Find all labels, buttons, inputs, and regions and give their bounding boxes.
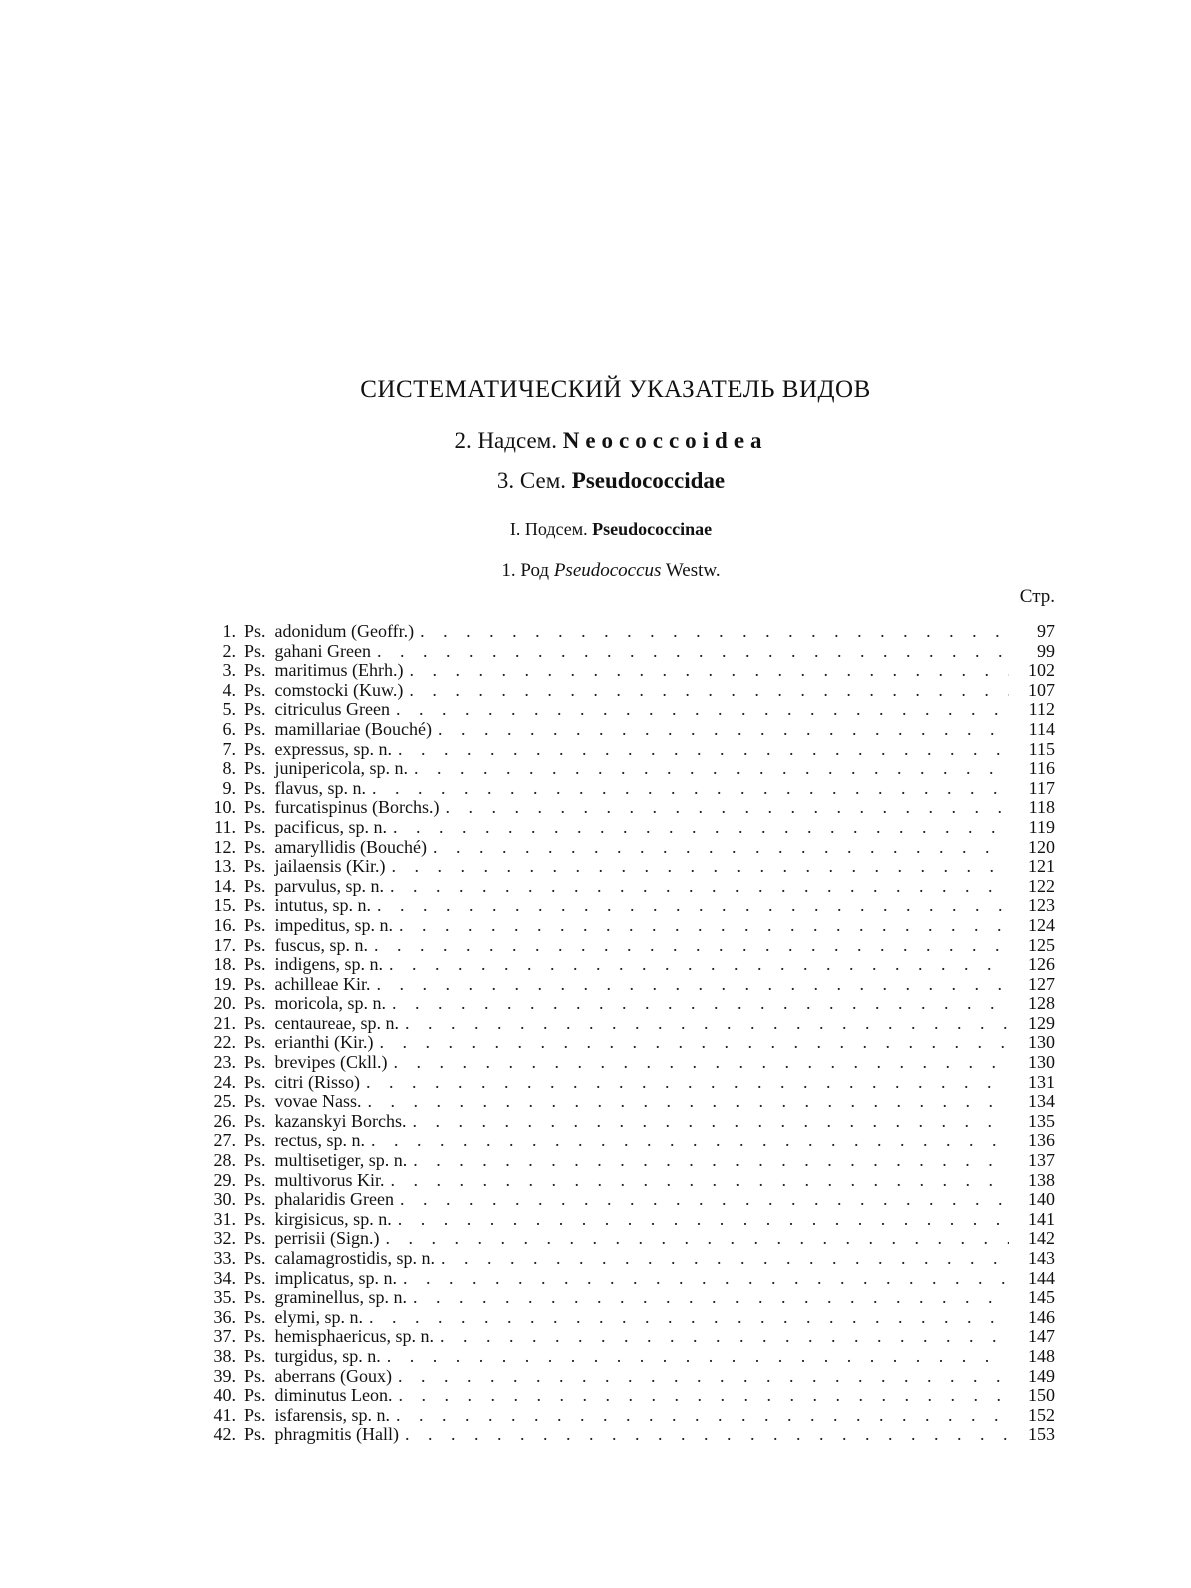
entry-genus: Ps.: [244, 1012, 266, 1033]
entry-page: 152: [1028, 1404, 1055, 1425]
entry-species: citriculus Green: [274, 699, 390, 720]
index-entry: [198, 1210, 1055, 1230]
index-entry: [198, 1386, 1055, 1406]
entry-genus: Ps.: [244, 1287, 266, 1308]
dot-leader: [391, 1171, 1009, 1191]
entry-number: 42.: [213, 1424, 236, 1445]
entry-species: pacificus, sp. n.: [274, 816, 387, 837]
dot-leader: [387, 1347, 1009, 1367]
dot-leader: [410, 661, 1010, 681]
entry-number: 17.: [213, 934, 236, 955]
genus-name: Pseudococcus: [553, 560, 662, 581]
entry-number: 19.: [213, 973, 236, 994]
entry-genus: Ps.: [244, 1208, 266, 1229]
entry-species: achilleae Kir.: [274, 973, 371, 994]
entry-page: 136: [1028, 1130, 1055, 1151]
entry-number: 33.: [213, 1248, 236, 1268]
index-entry: [198, 1112, 1055, 1132]
entry-genus: Ps.: [244, 1385, 266, 1406]
entry-species: gahani Green: [274, 640, 371, 661]
index-entry: [198, 720, 1055, 740]
genus-author: Westw.: [665, 560, 721, 581]
entry-species: indigens, sp. n.: [274, 954, 384, 975]
entry-genus: Ps.: [244, 1228, 266, 1249]
entry-number: 20.: [213, 993, 236, 1014]
index-entry: [198, 1347, 1055, 1367]
entry-page: 116: [1028, 758, 1055, 779]
entry-number: 5.: [222, 699, 236, 720]
entry-species: vovae Nass.: [274, 1091, 362, 1112]
entry-page: 117: [1028, 777, 1055, 798]
entry-page: 102: [1028, 660, 1055, 681]
index-entry: [198, 1327, 1055, 1347]
entry-page: 144: [1028, 1267, 1055, 1288]
entry-number: 3.: [222, 660, 236, 681]
dot-leader: [393, 818, 1009, 838]
dot-leader: [379, 1033, 1009, 1053]
index-entry: [198, 681, 1055, 701]
entry-number: 9.: [222, 777, 236, 798]
entry-number: 6.: [222, 718, 236, 739]
index-entry: [198, 1131, 1055, 1151]
entry-number: 23.: [213, 1052, 236, 1073]
entry-species: brevipes (Ckll.): [274, 1052, 388, 1073]
index-entry: [198, 1073, 1055, 1093]
entry-number: 13.: [213, 856, 236, 877]
entry-page: 148: [1028, 1345, 1055, 1366]
entry-number: 11.: [214, 816, 236, 837]
dot-leader: [440, 1327, 1009, 1347]
entry-genus: Ps.: [244, 1326, 266, 1347]
index-entry: [198, 955, 1055, 975]
index-entry: [198, 916, 1055, 936]
dot-leader: [414, 759, 1009, 779]
entry-genus: Ps.: [244, 856, 266, 877]
entry-number: 15.: [213, 895, 236, 916]
index-entry: [198, 622, 1055, 642]
entry-genus: Ps.: [244, 699, 266, 720]
entry-number: 35.: [213, 1287, 236, 1308]
entry-species: graminellus, sp. n.: [274, 1287, 408, 1308]
dot-leader: [386, 1229, 1009, 1249]
entry-genus: Ps.: [244, 640, 266, 661]
index-entry: [198, 779, 1055, 799]
dot-leader: [394, 1053, 1010, 1073]
entry-number: 25.: [213, 1091, 236, 1112]
entry-page: 124: [1028, 914, 1055, 935]
entry-species: impeditus, sp. n.: [274, 914, 394, 935]
page-title: СИСТЕМАТИЧЕСКИЙ УКАЗАТЕЛЬ ВИДОВ: [360, 376, 871, 403]
entry-species: erianthi (Kir.): [274, 1032, 374, 1053]
dot-leader: [374, 936, 1009, 956]
entry-page: 138: [1028, 1169, 1055, 1190]
index-entry: [198, 857, 1055, 877]
index-entry: [198, 1033, 1055, 1053]
entry-number: 27.: [213, 1130, 236, 1151]
entry-genus: Ps.: [244, 1071, 266, 1092]
entry-genus: Ps.: [244, 1404, 266, 1425]
dot-leader: [390, 877, 1009, 897]
entry-species: intutus, sp. n.: [274, 895, 372, 916]
entry-genus: Ps.: [244, 1345, 266, 1366]
entry-genus: Ps.: [244, 973, 266, 994]
index-entry: [198, 1308, 1055, 1328]
entry-genus: Ps.: [244, 836, 266, 857]
entry-genus: Ps.: [244, 1424, 266, 1445]
entry-genus: Ps.: [244, 777, 266, 798]
entry-species: flavus, sp. n.: [274, 777, 367, 798]
entry-number: 14.: [213, 875, 236, 896]
entry-species: hemisphaericus, sp. n.: [274, 1326, 434, 1347]
index-entry: [198, 1367, 1055, 1387]
entry-genus: Ps.: [244, 797, 266, 818]
entry-genus: Ps.: [244, 895, 266, 916]
entry-species: isfarensis, sp. n.: [274, 1404, 391, 1425]
family-prefix: 3. Сем.: [496, 468, 567, 493]
index-entry: [198, 798, 1055, 818]
entry-species: kirgisicus, sp. n.: [274, 1208, 392, 1229]
entry-species: adonidum (Geoffr.): [274, 621, 415, 641]
entry-number: 28.: [213, 1150, 236, 1171]
dot-leader: [412, 1112, 1009, 1132]
entry-number: 26.: [213, 1110, 236, 1131]
entry-page: 122: [1028, 875, 1055, 896]
entry-species: perrisii (Sign.): [274, 1228, 380, 1249]
entry-species: jailaensis (Kir.): [274, 856, 386, 877]
entry-number: 18.: [213, 954, 236, 975]
entry-species: multisetiger, sp. n.: [274, 1150, 408, 1171]
dot-leader: [376, 975, 1009, 995]
entry-genus: Ps.: [244, 816, 266, 837]
subfamily-name: Pseudococcinae: [592, 519, 713, 539]
entry-genus: Ps.: [244, 1091, 266, 1112]
entry-genus: Ps.: [244, 934, 266, 955]
dot-leader: [438, 720, 1009, 740]
index-entry: [198, 1053, 1055, 1073]
dot-leader: [403, 1269, 1009, 1289]
entry-number: 10.: [213, 797, 236, 818]
dot-leader: [368, 1092, 1010, 1112]
entry-number: 1.: [222, 621, 236, 641]
entry-species: furcatispinus (Borchs.): [274, 797, 440, 818]
entry-page: 121: [1028, 856, 1055, 877]
dot-leader: [400, 1190, 1009, 1210]
subfamily-heading: [0, 519, 1191, 540]
entry-page: 135: [1028, 1110, 1055, 1131]
dot-leader: [371, 1131, 1009, 1151]
dot-leader: [398, 1210, 1009, 1230]
entry-page: 127: [1028, 973, 1055, 994]
dot-leader: [413, 1288, 1009, 1308]
dot-leader: [372, 779, 1009, 799]
dot-leader: [405, 1014, 1009, 1034]
entry-species: aberrans (Goux): [274, 1365, 392, 1386]
entry-number: 4.: [222, 679, 236, 700]
index-entry: [198, 877, 1055, 897]
genus-prefix: 1. Род: [501, 560, 550, 581]
dot-leader: [389, 955, 1009, 975]
entry-species: mamillariae (Bouché): [274, 718, 432, 739]
entry-page: 145: [1028, 1287, 1055, 1308]
entry-page: 114: [1028, 718, 1055, 739]
entry-genus: Ps.: [244, 1052, 266, 1073]
entry-species: turgidus, sp. n.: [274, 1345, 381, 1366]
index-entry: [198, 838, 1055, 858]
entry-page: 125: [1028, 934, 1055, 955]
entry-species: multivorus Kir.: [274, 1169, 385, 1190]
dot-leader: [369, 1308, 1009, 1328]
index-entry: [198, 896, 1055, 916]
entry-species: elymi, sp. n.: [274, 1306, 364, 1327]
entry-number: 7.: [222, 738, 236, 759]
entry-genus: Ps.: [244, 1189, 266, 1210]
index-entry: [198, 661, 1055, 681]
entry-genus: Ps.: [244, 621, 266, 641]
index-entry: [198, 1425, 1055, 1445]
entry-page: 119: [1028, 816, 1055, 837]
entry-number: 8.: [222, 758, 236, 779]
entry-page: 153: [1028, 1424, 1055, 1445]
entry-number: 16.: [213, 914, 236, 935]
entry-species: moricola, sp. n.: [274, 993, 386, 1014]
entry-page: 130: [1028, 1052, 1055, 1073]
index-entry: [198, 642, 1055, 662]
entry-genus: Ps.: [244, 1365, 266, 1386]
index-entry: [198, 759, 1055, 779]
entry-page: 134: [1028, 1091, 1055, 1112]
entry-species: rectus, sp. n.: [274, 1130, 365, 1151]
entry-species: implicatus, sp. n.: [274, 1267, 398, 1288]
entry-number: 32.: [213, 1228, 236, 1249]
entry-page: 143: [1028, 1248, 1055, 1268]
entry-species: parvulus, sp. n.: [274, 875, 385, 896]
entry-page: 126: [1028, 954, 1055, 975]
entry-species: kazanskyi Borchs.: [274, 1110, 407, 1131]
entry-genus: Ps.: [244, 914, 266, 935]
entry-species: phalaridis Green: [274, 1189, 394, 1210]
index-entry: [198, 1092, 1055, 1112]
entry-species: expressus, sp. n.: [274, 738, 393, 759]
entry-number: 2.: [222, 640, 236, 661]
species-index-list: [198, 622, 1055, 1445]
index-entry: [198, 1190, 1055, 1210]
entry-genus: Ps.: [244, 1110, 266, 1131]
dot-leader: [399, 916, 1009, 936]
entry-number: 12.: [213, 836, 236, 857]
superfamily-heading: [0, 428, 1191, 454]
dot-leader: [441, 1249, 1009, 1269]
index-entry: [198, 975, 1055, 995]
entry-genus: Ps.: [244, 993, 266, 1014]
entry-number: 34.: [213, 1267, 236, 1288]
entry-genus: Ps.: [244, 954, 266, 975]
dot-leader: [405, 1425, 1009, 1445]
entry-species: junipericola, sp. n.: [274, 758, 408, 779]
index-entry: [198, 1171, 1055, 1191]
index-entry: [198, 1151, 1055, 1171]
entry-species: maritimus (Ehrh.): [274, 660, 404, 681]
entry-page: 150: [1028, 1385, 1055, 1406]
entry-number: 22.: [213, 1032, 236, 1053]
entry-page: 123: [1028, 895, 1055, 916]
entry-genus: Ps.: [244, 758, 266, 779]
index-entry: [198, 818, 1055, 838]
entry-page: 142: [1028, 1228, 1055, 1249]
family-heading: [0, 468, 1191, 494]
dot-leader: [396, 700, 1009, 720]
superfamily-name: Neococcoidea: [562, 428, 768, 453]
entry-genus: Ps.: [244, 1267, 266, 1288]
dot-leader: [413, 1151, 1009, 1171]
index-entry: [198, 1249, 1055, 1269]
index-entry: [198, 936, 1055, 956]
index-entry: [198, 1269, 1055, 1289]
entry-page: 140: [1028, 1189, 1055, 1210]
index-entry: [198, 994, 1055, 1014]
entry-page: 128: [1028, 993, 1055, 1014]
family-name: Pseudococcidae: [571, 468, 726, 493]
dot-leader: [433, 838, 1009, 858]
entry-page: 120: [1028, 836, 1055, 857]
dot-leader: [366, 1073, 1009, 1093]
entry-species: calamagrostidis, sp. n.: [274, 1248, 435, 1268]
page-column-header: Стр.: [1019, 586, 1055, 607]
entry-species: phragmitis (Hall): [274, 1424, 399, 1445]
entry-page: 115: [1028, 738, 1055, 759]
entry-species: comstocki (Kuw.): [274, 679, 404, 700]
entry-number: 37.: [213, 1326, 236, 1347]
entry-page: 147: [1028, 1326, 1055, 1347]
index-entry: [198, 1406, 1055, 1426]
dot-leader: [445, 798, 1009, 818]
index-entry: [198, 740, 1055, 760]
entry-number: 29.: [213, 1169, 236, 1190]
entry-number: 39.: [213, 1365, 236, 1386]
index-entry: [198, 1014, 1055, 1034]
entry-number: 24.: [213, 1071, 236, 1092]
dot-leader: [392, 994, 1009, 1014]
entry-genus: Ps.: [244, 1169, 266, 1190]
subfamily-prefix: I. Подсем.: [509, 519, 588, 539]
entry-number: 31.: [213, 1208, 236, 1229]
entry-page: 131: [1028, 1071, 1055, 1092]
entry-number: 36.: [213, 1306, 236, 1327]
index-entry: [198, 700, 1055, 720]
entry-species: diminutus Leon.: [274, 1385, 393, 1406]
entry-species: citri (Risso): [274, 1071, 361, 1092]
dot-leader: [377, 896, 1009, 916]
entry-genus: Ps.: [244, 718, 266, 739]
entry-number: 41.: [213, 1404, 236, 1425]
genus-heading: [0, 560, 1191, 582]
entry-page: 97: [1037, 621, 1055, 641]
entry-number: 21.: [213, 1012, 236, 1033]
entry-page: 146: [1028, 1306, 1055, 1327]
entry-page: 112: [1028, 699, 1055, 720]
entry-page: 149: [1028, 1365, 1055, 1386]
entry-species: amaryllidis (Bouché): [274, 836, 427, 857]
entry-page: 137: [1028, 1150, 1055, 1171]
entry-genus: Ps.: [244, 1306, 266, 1327]
entry-species: fuscus, sp. n.: [274, 934, 369, 955]
dot-leader: [396, 1406, 1009, 1426]
dot-leader: [399, 1386, 1009, 1406]
entry-page: 99: [1037, 640, 1055, 661]
entry-number: 40.: [213, 1385, 236, 1406]
entry-genus: Ps.: [244, 660, 266, 681]
dot-leader: [392, 857, 1010, 877]
entry-page: 141: [1028, 1208, 1055, 1229]
entry-genus: Ps.: [244, 679, 266, 700]
entry-number: 30.: [213, 1189, 236, 1210]
entry-genus: Ps.: [244, 1150, 266, 1171]
entry-genus: Ps.: [244, 1130, 266, 1151]
superfamily-prefix: 2. Надсем.: [454, 428, 557, 453]
dot-leader: [377, 642, 1009, 662]
entry-species: centaureae, sp. n.: [274, 1012, 399, 1033]
dot-leader: [398, 740, 1009, 760]
index-entry: [198, 1288, 1055, 1308]
entry-genus: Ps.: [244, 738, 266, 759]
entry-genus: Ps.: [244, 1032, 266, 1053]
entry-genus: Ps.: [244, 1248, 266, 1268]
entry-page: 107: [1028, 679, 1055, 700]
entry-number: 38.: [213, 1345, 236, 1366]
dot-leader: [420, 622, 1009, 642]
index-entry: [198, 1229, 1055, 1249]
entry-page: 129: [1028, 1012, 1055, 1033]
dot-leader: [409, 681, 1009, 701]
entry-page: 130: [1028, 1032, 1055, 1053]
entry-genus: Ps.: [244, 875, 266, 896]
dot-leader: [398, 1367, 1009, 1387]
entry-page: 118: [1028, 797, 1055, 818]
